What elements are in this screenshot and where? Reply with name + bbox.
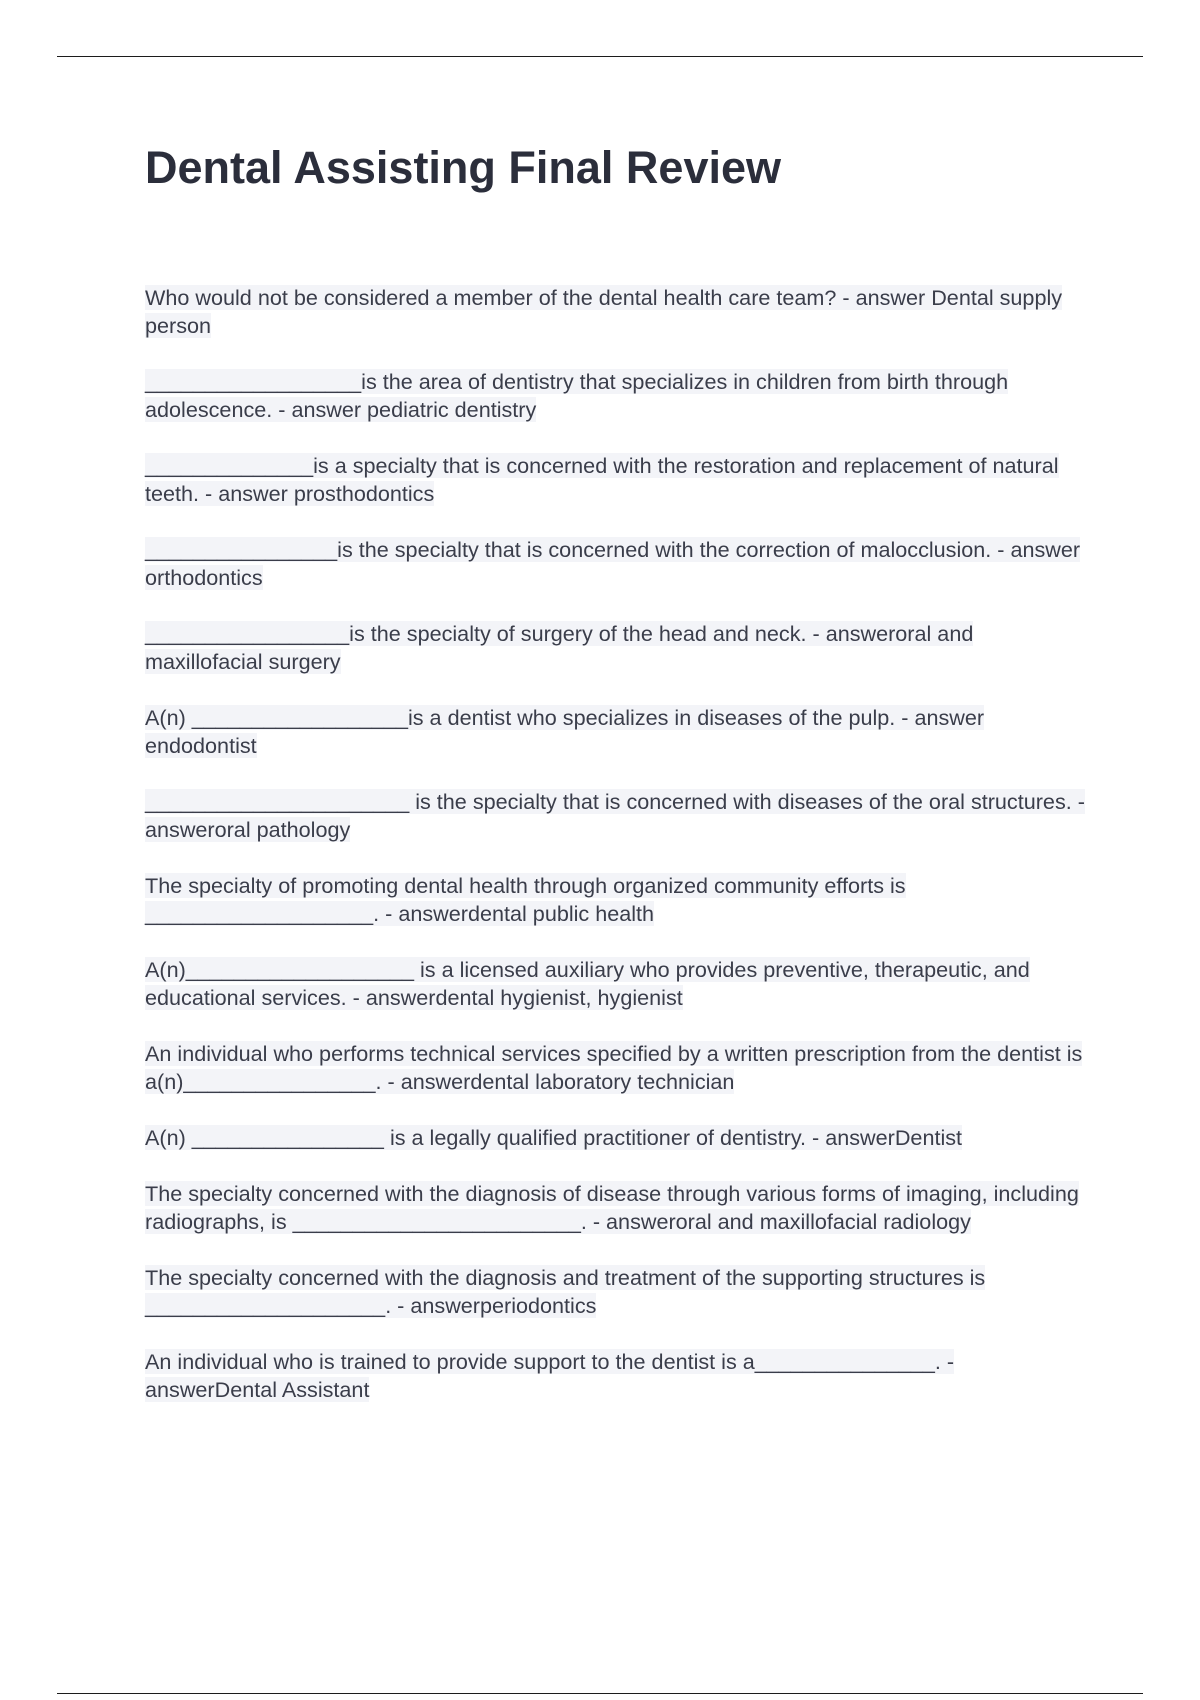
question-text: A(n) __________________is a dentist who specializes in diseases of the pulp. - answer endodontist bbox=[145, 705, 985, 758]
question-item bbox=[145, 620, 1090, 676]
question-item bbox=[145, 284, 1090, 340]
question-text: ______________is a specialty that is concerned with the restoration and replacement of natural teeth. - answer prosthodontics bbox=[145, 453, 1059, 506]
question-text: __________________is the area of dentistry that specializes in children from birth through adolescence. - answer pediatric dentistry bbox=[145, 369, 1009, 422]
question-item bbox=[145, 1040, 1090, 1096]
page-title: Dental Assisting Final Review bbox=[145, 142, 781, 193]
question-text: The specialty concerned with the diagnosis and treatment of the supporting structures is ____________________. - answerperiodontics bbox=[145, 1265, 986, 1318]
question-text: A(n) ________________ is a legally qualified practitioner of dentistry. - answerDentist bbox=[145, 1125, 963, 1150]
question-text: Who would not be considered a member of the dental health care team? - answer Dental supply person bbox=[145, 285, 1063, 338]
question-item bbox=[145, 368, 1090, 424]
question-item bbox=[145, 956, 1090, 1012]
question-item bbox=[145, 1180, 1090, 1236]
question-list bbox=[145, 284, 1090, 1432]
question-text: The specialty concerned with the diagnosis of disease through various forms of imaging, including radiographs, is ________________________. - answeroral and maxillofacial radiology bbox=[145, 1181, 1079, 1234]
question-item bbox=[145, 1348, 1090, 1404]
question-item bbox=[145, 452, 1090, 508]
question-text: _________________is the specialty of surgery of the head and neck. - answeroral and maxillofacial surgery bbox=[145, 621, 974, 674]
question-text: A(n)___________________ is a licensed auxiliary who provides preventive, therapeutic, and educational services. - answerdental hygienist, hygienist bbox=[145, 957, 1030, 1010]
question-item bbox=[145, 788, 1090, 844]
question-item bbox=[145, 872, 1090, 928]
question-text: The specialty of promoting dental health through organized community efforts is ___________________. - answerdental public health bbox=[145, 873, 906, 926]
top-divider bbox=[57, 56, 1143, 57]
bottom-divider bbox=[57, 1693, 1143, 1694]
question-item bbox=[145, 704, 1090, 760]
question-item bbox=[145, 1124, 1090, 1152]
question-text: An individual who is trained to provide support to the dentist is a_______________. - answerDental Assistant bbox=[145, 1349, 955, 1402]
question-text: ______________________ is the specialty that is concerned with diseases of the oral structures. - answeroral pathology bbox=[145, 789, 1085, 842]
question-text: An individual who performs technical services specified by a written prescription from the dentist is a(n)________________. - answerdental laboratory technician bbox=[145, 1041, 1083, 1094]
question-item bbox=[145, 536, 1090, 592]
question-text: ________________is the specialty that is concerned with the correction of malocclusion. - answer orthodontics bbox=[145, 537, 1081, 590]
question-item bbox=[145, 1264, 1090, 1320]
